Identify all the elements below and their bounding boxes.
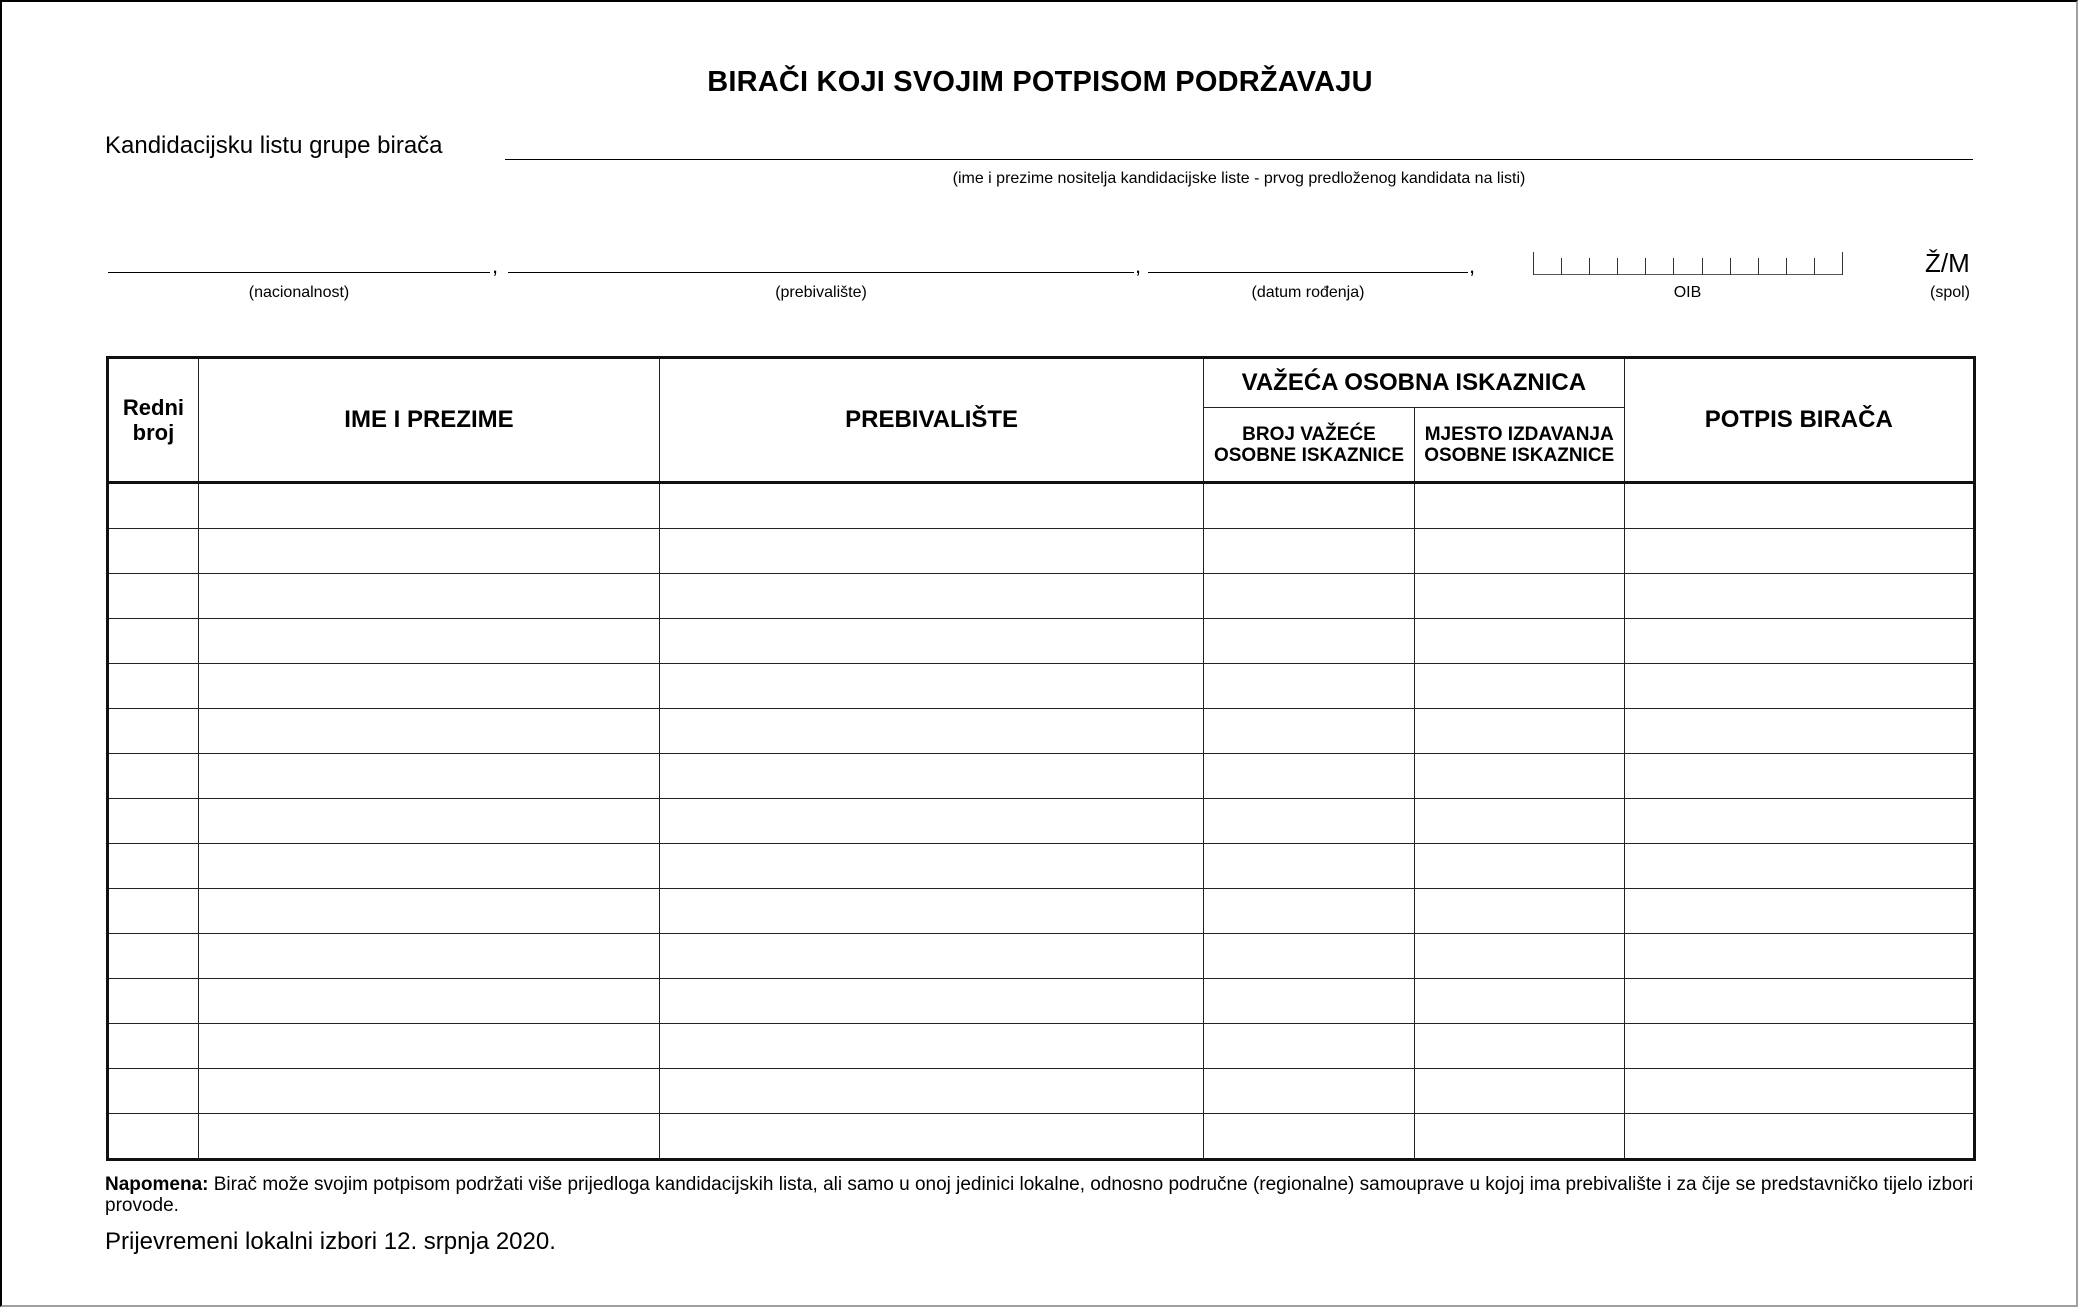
id-number-cell[interactable] — [1204, 799, 1415, 844]
id-number-cell[interactable] — [1204, 1069, 1415, 1114]
id-issue-place-cell[interactable] — [1414, 754, 1624, 799]
id-issue-place-cell[interactable] — [1414, 483, 1624, 529]
form-title: BIRAČI KOJI SVOJIM POTPISOM PODRŽAVAJU — [707, 66, 1373, 98]
oib-cell-divider — [1702, 258, 1703, 275]
id-number-cell[interactable] — [1204, 844, 1415, 889]
name-cell[interactable] — [198, 754, 659, 799]
table-row — [108, 844, 1975, 889]
residence-cell[interactable] — [660, 574, 1204, 619]
serial-number-cell[interactable] — [108, 799, 199, 844]
header-id-number: BROJ VAŽEĆE OSOBNE ISKAZNICE — [1204, 408, 1415, 483]
oib-cell-divider — [1561, 258, 1562, 275]
serial-number-cell[interactable] — [108, 1069, 199, 1114]
signature-cell[interactable] — [1624, 529, 1974, 574]
residence-cell[interactable] — [660, 1114, 1204, 1160]
note-label: Napomena: — [105, 1174, 209, 1195]
name-cell[interactable] — [198, 709, 659, 754]
table-row — [108, 709, 1975, 754]
id-issue-place-cell[interactable] — [1414, 934, 1624, 979]
id-number-cell[interactable] — [1204, 529, 1415, 574]
serial-number-cell[interactable] — [108, 664, 199, 709]
oib-cell-divider — [1758, 258, 1759, 275]
residence-cell[interactable] — [660, 799, 1204, 844]
oib-cell-divider — [1842, 252, 1843, 275]
residence-cell[interactable] — [660, 1069, 1204, 1114]
serial-number-cell[interactable] — [108, 529, 199, 574]
id-issue-place-cell[interactable] — [1414, 1024, 1624, 1069]
id-issue-place-cell[interactable] — [1414, 664, 1624, 709]
name-cell[interactable] — [198, 889, 659, 934]
table-row — [108, 889, 1975, 934]
id-number-cell[interactable] — [1204, 979, 1415, 1024]
table-row — [108, 979, 1975, 1024]
signature-cell[interactable] — [1624, 483, 1974, 529]
oib-cell-divider — [1673, 258, 1674, 275]
id-issue-place-cell[interactable] — [1414, 844, 1624, 889]
id-number-cell[interactable] — [1204, 1114, 1415, 1160]
id-issue-place-cell[interactable] — [1414, 619, 1624, 664]
birthdate-caption: (datum rođenja) — [1251, 284, 1365, 301]
serial-number-cell[interactable] — [108, 1114, 199, 1160]
name-cell[interactable] — [198, 799, 659, 844]
residence-cell[interactable] — [660, 483, 1204, 529]
residence-cell[interactable] — [660, 1024, 1204, 1069]
oib-caption: OIB — [1673, 284, 1702, 301]
separator-comma: , — [1469, 253, 1476, 278]
table-row — [108, 619, 1975, 664]
table-row — [108, 1114, 1975, 1160]
header-valid-id: VAŽEĆA OSOBNA ISKAZNICA — [1204, 358, 1624, 408]
id-issue-place-cell[interactable] — [1414, 799, 1624, 844]
oib-cell-divider — [1617, 258, 1618, 275]
serial-number-cell[interactable] — [108, 1024, 199, 1069]
oib-input-boxes[interactable] — [1533, 252, 1842, 275]
id-issue-place-cell[interactable] — [1414, 574, 1624, 619]
residence-input-line[interactable] — [508, 272, 1134, 273]
signature-cell[interactable] — [1624, 979, 1974, 1024]
id-issue-place-cell[interactable] — [1414, 709, 1624, 754]
oib-cell-divider — [1814, 258, 1815, 275]
serial-number-cell[interactable] — [108, 574, 199, 619]
sex-caption: (spol) — [1929, 284, 1970, 301]
name-cell[interactable] — [198, 1024, 659, 1069]
signature-cell[interactable] — [1624, 574, 1974, 619]
separator-comma: , — [1135, 253, 1142, 278]
serial-number-cell[interactable] — [108, 709, 199, 754]
id-number-cell[interactable] — [1204, 934, 1415, 979]
residence-cell[interactable] — [660, 709, 1204, 754]
oib-cell-divider — [1786, 258, 1787, 275]
header-signature: POTPIS BIRAČA — [1624, 358, 1974, 483]
table-row — [108, 1069, 1975, 1114]
id-number-cell[interactable] — [1204, 709, 1415, 754]
table-row — [108, 754, 1975, 799]
residence-cell[interactable] — [660, 754, 1204, 799]
id-issue-place-cell[interactable] — [1414, 979, 1624, 1024]
list-holder-caption: (ime i prezime nositelja kandidacijske liste - prvog predloženog kandidata na listi) — [952, 170, 1526, 187]
residence-cell[interactable] — [660, 619, 1204, 664]
id-issue-place-cell[interactable] — [1414, 889, 1624, 934]
id-number-cell[interactable] — [1204, 483, 1415, 529]
id-number-cell[interactable] — [1204, 619, 1415, 664]
residence-cell[interactable] — [660, 979, 1204, 1024]
separator-comma: , — [492, 253, 499, 278]
note — [105, 1174, 1985, 1216]
oib-baseline — [1533, 274, 1842, 275]
table-row — [108, 574, 1975, 619]
residence-caption: (prebivalište) — [775, 284, 867, 301]
header-residence: PREBIVALIŠTE — [660, 358, 1204, 483]
table-row — [108, 483, 1975, 529]
table-row — [108, 1024, 1975, 1069]
signature-cell[interactable] — [1624, 1024, 1974, 1069]
list-holder-input-line[interactable] — [505, 159, 1973, 160]
table-row — [108, 529, 1975, 574]
header-name: IME I PREZIME — [198, 358, 659, 483]
oib-cell-divider — [1533, 252, 1534, 275]
serial-number-cell[interactable] — [108, 979, 199, 1024]
id-number-cell[interactable] — [1204, 754, 1415, 799]
signatures-table — [106, 356, 1976, 1161]
id-issue-place-cell[interactable] — [1414, 529, 1624, 574]
oib-cell-divider — [1730, 258, 1731, 275]
name-cell[interactable] — [198, 1069, 659, 1114]
signature-cell[interactable] — [1624, 1069, 1974, 1114]
serial-number-cell[interactable] — [108, 889, 199, 934]
table-row — [108, 799, 1975, 844]
serial-number-cell[interactable] — [108, 483, 199, 529]
name-cell[interactable] — [198, 483, 659, 529]
serial-number-cell[interactable] — [108, 619, 199, 664]
signature-cell[interactable] — [1624, 709, 1974, 754]
name-cell[interactable] — [198, 664, 659, 709]
signature-cell[interactable] — [1624, 664, 1974, 709]
signature-cell[interactable] — [1624, 799, 1974, 844]
residence-cell[interactable] — [660, 529, 1204, 574]
oib-cell-divider — [1589, 258, 1590, 275]
id-number-cell[interactable] — [1204, 574, 1415, 619]
sex-selector[interactable]: Ž/M — [1925, 248, 1970, 278]
name-cell[interactable] — [198, 844, 659, 889]
birthdate-input-line[interactable] — [1148, 272, 1468, 273]
signature-cell[interactable] — [1624, 889, 1974, 934]
signature-cell[interactable] — [1624, 1114, 1974, 1160]
id-number-cell[interactable] — [1204, 664, 1415, 709]
name-cell[interactable] — [198, 529, 659, 574]
nationality-caption: (nacionalnost) — [248, 284, 350, 301]
id-number-cell[interactable] — [1204, 1024, 1415, 1069]
residence-cell[interactable] — [660, 934, 1204, 979]
id-number-cell[interactable] — [1204, 889, 1415, 934]
residence-cell[interactable] — [660, 889, 1204, 934]
name-cell[interactable] — [198, 1114, 659, 1160]
residence-cell[interactable] — [660, 844, 1204, 889]
name-cell[interactable] — [198, 574, 659, 619]
id-issue-place-cell[interactable] — [1414, 1069, 1624, 1114]
header-id-issue-place: MJESTO IZDAVANJA OSOBNE ISKAZNICE — [1414, 408, 1624, 483]
note-text: Birač može svojim potpisom podržati više prijedloga kandidacijskih lista, ali samo u onoj jedinici lokalne, odnosno područne (regionalne) samouprave u kojoj ima prebivalište i za čije se predstavničko tijelo izbori provode. — [105, 1174, 1974, 1216]
serial-number-cell[interactable] — [108, 844, 199, 889]
table-row — [108, 934, 1975, 979]
signature-cell[interactable] — [1624, 934, 1974, 979]
signature-cell[interactable] — [1624, 844, 1974, 889]
id-issue-place-cell[interactable] — [1414, 1114, 1624, 1160]
name-cell[interactable] — [198, 979, 659, 1024]
oib-cell-divider — [1645, 258, 1646, 275]
election-footer: Prijevremeni lokalni izbori 12. srpnja 2020. — [105, 1228, 556, 1255]
table-body — [108, 483, 1975, 1160]
signature-cell[interactable] — [1624, 619, 1974, 664]
table-row — [108, 664, 1975, 709]
residence-cell[interactable] — [660, 664, 1204, 709]
nationality-input-line[interactable] — [108, 272, 490, 273]
name-cell[interactable] — [198, 934, 659, 979]
header-serial-number: Redni broj — [108, 358, 199, 483]
serial-number-cell[interactable] — [108, 934, 199, 979]
name-cell[interactable] — [198, 619, 659, 664]
signature-cell[interactable] — [1624, 754, 1974, 799]
serial-number-cell[interactable] — [108, 754, 199, 799]
list-label: Kandidacijsku listu grupe birača — [105, 132, 443, 159]
